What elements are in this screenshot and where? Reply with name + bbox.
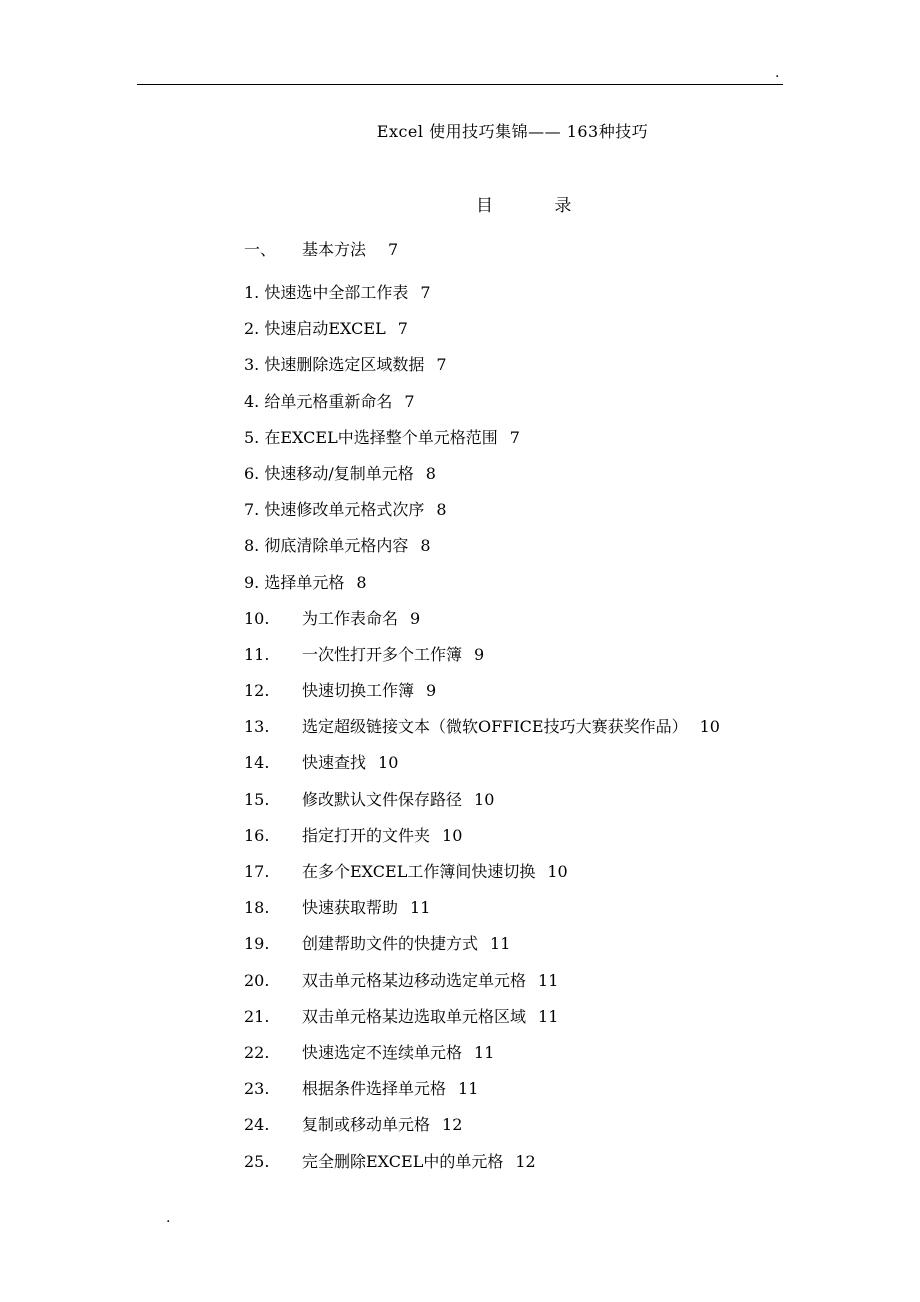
section-marker: 一、 <box>244 240 277 259</box>
toc-entry-number: 24. <box>244 1115 270 1135</box>
toc-entry-title: 指定打开的文件夹 <box>302 825 431 845</box>
toc-entry-page: 12 <box>515 1151 536 1171</box>
toc-list <box>244 282 720 1187</box>
toc-entry-number: 23. <box>244 1079 270 1099</box>
toc-entry-title: 创建帮助文件的快捷方式 <box>302 934 479 954</box>
toc-entry-number: 1. <box>244 283 260 302</box>
toc-entry-title: 完全删除EXCEL中的单元格 <box>302 1151 504 1171</box>
toc-entry-page: 10 <box>699 717 720 737</box>
toc-entry-number: 17. <box>244 862 270 881</box>
toc-entry[interactable] <box>244 427 720 463</box>
toc-entry[interactable] <box>244 1006 720 1042</box>
toc-entry[interactable] <box>244 572 720 608</box>
toc-entry-page: 10 <box>474 789 495 809</box>
toc-entry-title: 快速查找 <box>302 753 367 773</box>
toc-entry[interactable] <box>244 608 720 644</box>
toc-entry-page: 8 <box>425 463 436 483</box>
toc-section[interactable] <box>244 237 398 260</box>
toc-entry-title: 双击单元格某边选取单元格区域 <box>302 1006 527 1026</box>
toc-entry-title: 修改默认文件保存路径 <box>302 789 463 809</box>
toc-heading: 目 录 <box>476 196 600 216</box>
toc-entry-number: 6. <box>244 463 260 483</box>
toc-entry[interactable] <box>244 463 720 499</box>
toc-entry-page: 7 <box>420 283 431 302</box>
toc-entry-page: 11 <box>458 1079 479 1099</box>
toc-entry-page: 8 <box>436 500 447 520</box>
toc-entry-number: 11. <box>244 644 270 664</box>
toc-entry-number: 18. <box>244 898 270 918</box>
toc-entry-number: 7. <box>244 500 260 520</box>
toc-entry[interactable] <box>244 1078 720 1114</box>
toc-entry-page: 8 <box>420 536 431 556</box>
toc-entry-title: 快速获取帮助 <box>302 898 399 918</box>
toc-entry-title: 双击单元格某边移动选定单元格 <box>302 970 527 990</box>
toc-entry-number: 9. <box>244 572 260 592</box>
toc-entry-number: 22. <box>244 1042 270 1062</box>
toc-entry-page: 11 <box>538 970 559 990</box>
section-label: 基本方法 <box>302 240 367 259</box>
toc-entry-title: 快速修改单元格式次序 <box>264 500 425 520</box>
toc-entry-page: 11 <box>474 1042 495 1062</box>
toc-entry-page: 7 <box>404 391 415 411</box>
toc-entry[interactable] <box>244 861 720 897</box>
toc-entry-title: 根据条件选择单元格 <box>302 1079 447 1099</box>
toc-entry-title: 快速启动EXCEL <box>264 319 386 339</box>
section-page: 7 <box>388 240 399 259</box>
toc-entry-title: 给单元格重新命名 <box>264 391 393 411</box>
toc-entry-number: 20. <box>244 970 270 990</box>
toc-entry[interactable] <box>244 789 720 825</box>
toc-entry[interactable] <box>244 825 720 861</box>
toc-entry[interactable] <box>244 535 720 571</box>
toc-entry-number: 12. <box>244 681 270 701</box>
toc-entry-number: 25. <box>244 1151 270 1171</box>
toc-entry-page: 7 <box>436 355 447 375</box>
toc-entry-number: 10. <box>244 608 270 628</box>
toc-entry-title: 复制或移动单元格 <box>302 1115 431 1135</box>
toc-entry-number: 13. <box>244 717 270 737</box>
document-title: Excel 使用技巧集锦—— 163种技巧 <box>376 122 649 141</box>
toc-entry[interactable] <box>244 970 720 1006</box>
toc-entry-page: 8 <box>356 572 367 592</box>
toc-entry-page: 9 <box>410 608 421 628</box>
toc-entry-page: 9 <box>474 644 485 664</box>
toc-entry[interactable] <box>244 933 720 969</box>
toc-entry[interactable] <box>244 1042 720 1078</box>
toc-entry-number: 19. <box>244 934 270 954</box>
toc-entry-number: 8. <box>244 536 260 556</box>
toc-entry-title: 快速选中全部工作表 <box>264 283 409 302</box>
toc-entry-title: 快速切换工作簿 <box>302 681 415 701</box>
toc-entry-title: 快速删除选定区域数据 <box>264 355 425 375</box>
toc-entry-page: 7 <box>509 427 520 447</box>
toc-entry-title: 选择单元格 <box>264 572 345 592</box>
toc-entry-page: 11 <box>538 1006 559 1026</box>
toc-entry-number: 15. <box>244 789 270 809</box>
toc-entry[interactable] <box>244 897 720 933</box>
toc-entry[interactable] <box>244 680 720 716</box>
toc-entry-number: 14. <box>244 753 270 773</box>
toc-entry-title: 一次性打开多个工作簿 <box>302 644 463 664</box>
toc-entry[interactable] <box>244 1151 720 1187</box>
toc-entry[interactable] <box>244 391 720 427</box>
footer-dot: . <box>166 1210 171 1226</box>
toc-entry[interactable] <box>244 282 720 318</box>
toc-entry[interactable] <box>244 318 720 354</box>
toc-entry-page: 12 <box>442 1115 463 1135</box>
toc-entry[interactable] <box>244 752 720 788</box>
toc-entry-title: 快速选定不连续单元格 <box>302 1042 463 1062</box>
toc-entry-number: 21. <box>244 1006 270 1026</box>
toc-entry[interactable] <box>244 716 720 752</box>
toc-entry-page: 9 <box>426 681 437 701</box>
toc-entry[interactable] <box>244 644 720 680</box>
toc-entry-number: 2. <box>244 319 260 339</box>
toc-entry[interactable] <box>244 354 720 390</box>
toc-entry[interactable] <box>244 499 720 535</box>
toc-entry-title: 快速移动/复制单元格 <box>264 463 414 483</box>
toc-entry[interactable] <box>244 1114 720 1150</box>
toc-entry-title: 选定超级链接文本（微软OFFICE技巧大赛获奖作品） <box>302 717 688 737</box>
header-rule <box>137 84 783 85</box>
toc-entry-number: 3. <box>244 355 260 375</box>
toc-entry-title: 在EXCEL中选择整个单元格范围 <box>264 427 498 447</box>
toc-entry-number: 4. <box>244 391 260 411</box>
toc-entry-title: 在多个EXCEL工作簿间快速切换 <box>302 862 536 881</box>
toc-entry-title: 为工作表命名 <box>302 608 399 628</box>
toc-entry-page: 10 <box>442 825 463 845</box>
toc-entry-number: 5. <box>244 427 260 447</box>
toc-entry-page: 10 <box>378 753 399 773</box>
toc-entry-page: 11 <box>490 934 511 954</box>
toc-entry-page: 10 <box>547 862 568 881</box>
toc-entry-title: 彻底清除单元格内容 <box>264 536 409 556</box>
header-dot: . <box>775 65 780 81</box>
toc-entry-page: 11 <box>410 898 431 918</box>
toc-entry-page: 7 <box>397 319 408 339</box>
toc-entry-number: 16. <box>244 825 270 845</box>
